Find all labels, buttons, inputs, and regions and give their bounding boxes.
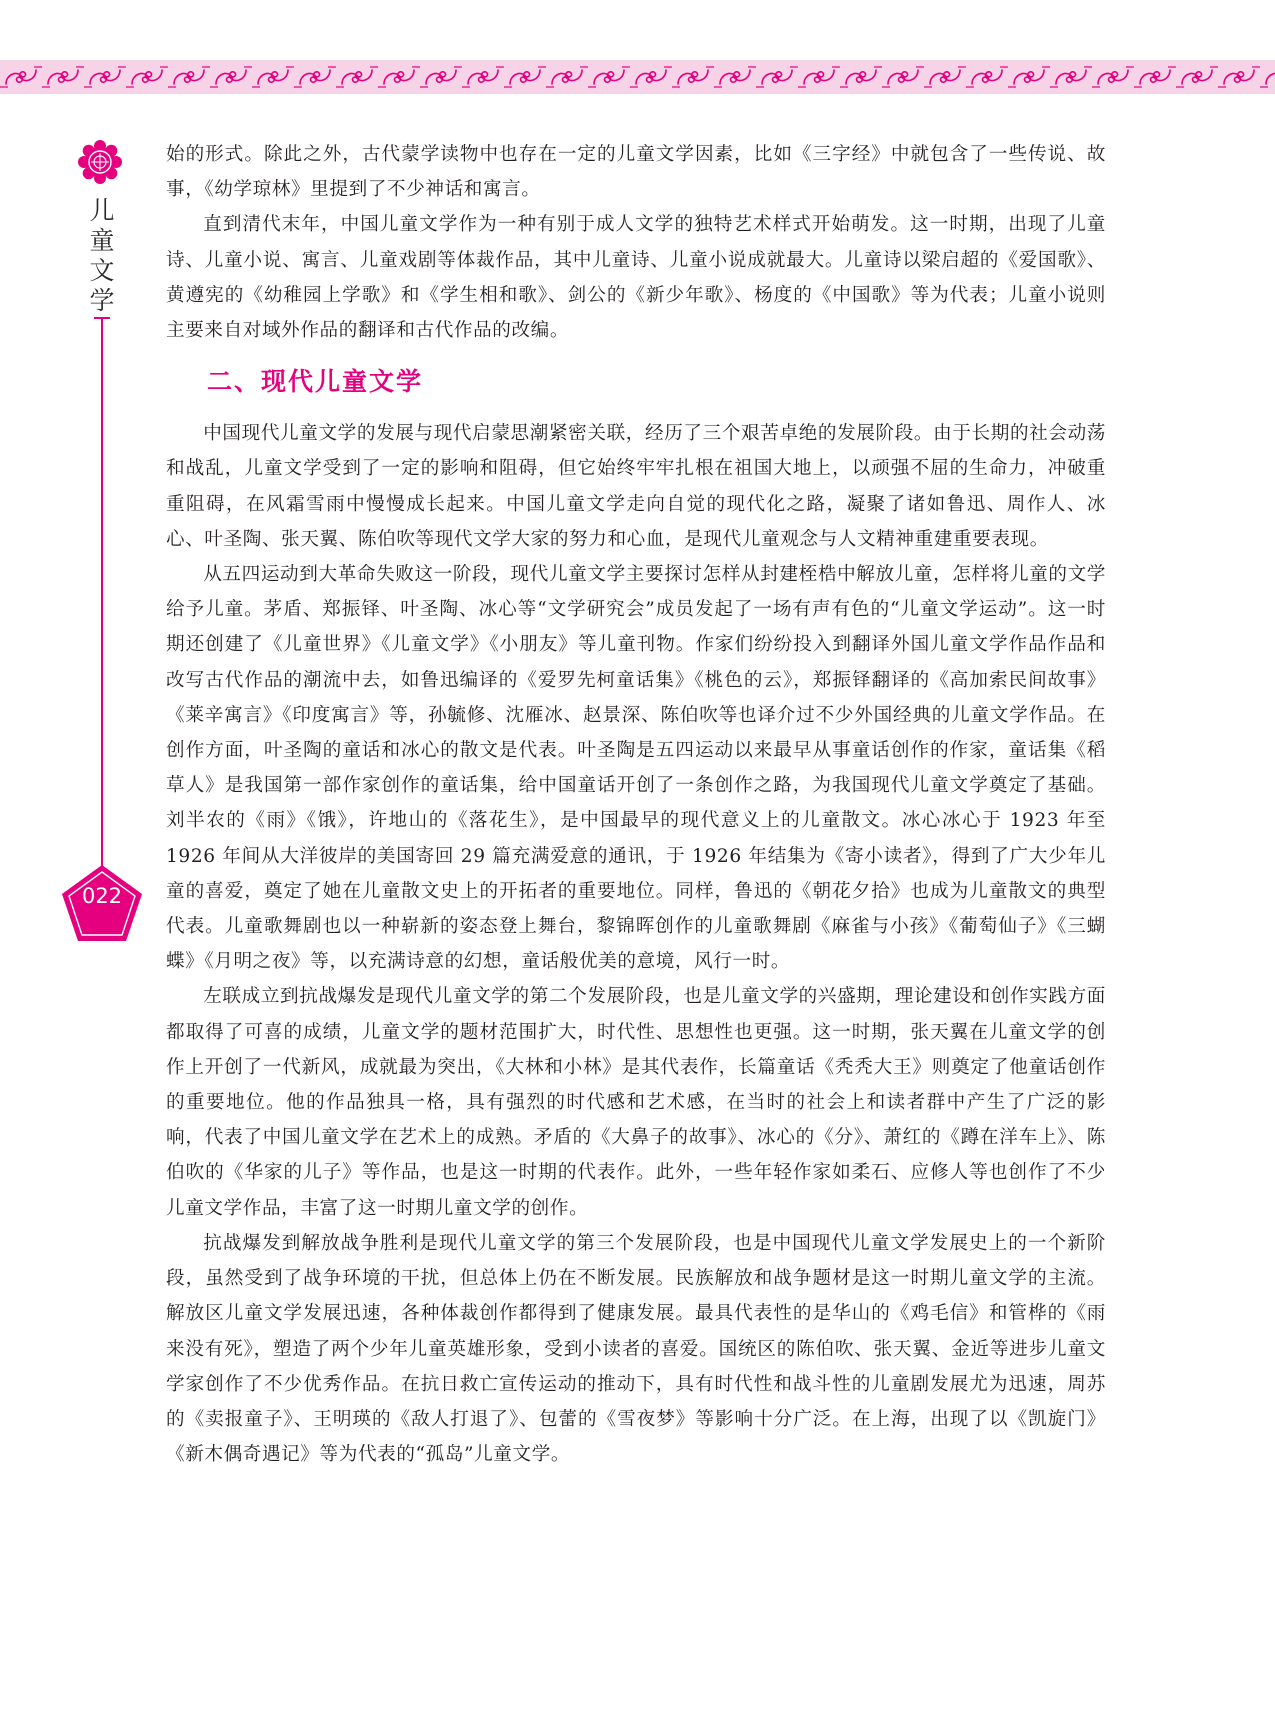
main-content: [166, 137, 1106, 1472]
sidebar-rule: [101, 318, 103, 866]
paragraph: 始的形式。除此之外，古代蒙学读物中也存在一定的儿童文学因素，比如《三字经》中就包含了一些传说、故事，《幼学琼林》里提到了不少神话和寓言。: [166, 144, 1106, 201]
paragraph: 从五四运动到大革命失败这一阶段，现代儿童文学主要探讨怎样从封建桎梏中解放儿童，怎样将儿童的文学给予儿童。茅盾、郑振铎、叶圣陶、冰心等“文学研究会”成员发起了一场有声有色的“儿童文学运动”。这一时期还创建了《儿童世界》《儿童文学》《小朋友》等儿童刊物。作家们纷纷投入到翻译外国儿童文学作品作品和改写古代作品的潮流中去，如鲁迅编译的《爱罗先柯童话集》《桃色的云》，郑振铎翻译的《高加索民间故事》《莱辛寓言》《印度寓言》等，孙毓修、沈雁冰、赵景深、陈伯吹等也译介过不少外国经典的儿童文学作品。在创作方面，叶圣陶的童话和冰心的散文是代表。叶圣陶是五四运动以来最早从事童话创作的作家，童话集《稻草人》是我国第一部作家创作的童话集，给中国童话开创了一条创作之路，为我国现代儿童文学奠定了基础。刘半农的《雨》《饿》，许地山的《落花生》，是中国最早的现代意义上的儿童散文。冰心冰心于 1923 年至 1926 年间从大洋彼岸的美国寄回 29 篇充满爱意的通讯，于 1926 年结集为《寄小读者》，得到了广大少年儿童的喜爱，奠定了她在儿童散文史上的开拓者的重要地位。同样，鲁迅的《朝花夕拾》也成为儿童散文的典型代表。儿童歌舞剧也以一种崭新的姿态登上舞台，黎锦晖创作的儿童歌舞剧《麻雀与小孩》《葡萄仙子》《三蝴蝶》《月明之夜》等，以充满诗意的幻想，童话般优美的意境，风行一时。: [166, 564, 1106, 973]
cloud-pattern-icon: [0, 60, 1275, 94]
paragraph: 抗战爆发到解放战争胜利是现代儿童文学的第三个发展阶段，也是中国现代儿童文学发展史上的一个新阶段，虽然受到了战争环境的干扰，但总体上仍在不断发展。民族解放和战争题材是这一时期儿童文学的主流。解放区儿童文学发展迅速，各种体裁创作都得到了健康发展。最具代表性的是华山的《鸡毛信》和管桦的《雨来没有死》，塑造了两个少年儿童英雄形象，受到小读者的喜爱。国统区的陈伯吹、张天翼、金近等进步儿童文学家创作了不少优秀作品。在抗日救亡宣传运动的推动下，具有时代性和战斗性的儿童剧发展尤为迅速，周苏的《卖报童子》、王明瑛的《敌人打退了》、包蕾的《雪夜梦》等影响十分广泛。在上海，出现了以《凯旋门》《新木偶奇遇记》等为代表的“孤岛”儿童文学。: [166, 1232, 1106, 1466]
running-title: 儿童文学: [89, 196, 115, 315]
section-heading: 二、现代儿童文学: [207, 367, 424, 397]
paragraph: 中国现代儿童文学的发展与现代启蒙思潮紧密关联，经历了三个艰苦卓绝的发展阶段。由于长期的社会动荡和战乱，儿童文学受到了一定的影响和阻碍，但它始终牢牢扎根在祖国大地上，以顽强不屈的生命力，冲破重重阻碍，在风霜雪雨中慢慢成长起来。中国儿童文学走向自觉的现代化之路，凝聚了诸如鲁迅、周作人、冰心、叶圣陶、张天翼、陈伯吹等现代文学大家的努力和心血，是现代儿童观念与人文精神重建重要表现。: [166, 423, 1106, 550]
paragraph: 直到清代末年，中国儿童文学作为一种有别于成人文学的独特艺术样式开始萌发。这一时期，出现了儿童诗、儿童小说、寓言、儿童戏剧等体裁作品，其中儿童诗、儿童小说成就最大。儿童诗以梁启超的《爱国歌》、黄遵宪的《幼稚园上学歌》和《学生相和歌》、剑公的《新少年歌》、杨度的《中国歌》等为代表；儿童小说则主要来自对域外作品的翻译和古代作品的改编。: [166, 214, 1106, 342]
decorative-border-band: [0, 60, 1275, 94]
page-number: 022: [81, 884, 123, 908]
flower-ornament-icon: [78, 140, 122, 184]
paragraph: 左联成立到抗战爆发是现代儿童文学的第二个发展阶段，也是儿童文学的兴盛期，理论建设和创作实践方面都取得了可喜的成绩，儿童文学的题材范围扩大，时代性、思想性也更强。这一时期，张天翼在儿童文学的创作上开创了一代新风，成就最为突出，《大林和小林》是其代表作，长篇童话《秃秃大王》则奠定了他童话创作的重要地位。他的作品独具一格，具有强烈的时代感和艺术感，在当时的社会上和读者群中产生了广泛的影响，代表了中国儿童文学在艺术上的成熟。矛盾的《大鼻子的故事》、冰心的《分》、萧红的《蹲在洋车上》、陈伯吹的《华家的儿子》等作品，也是这一时期的代表作。此外，一些年轻作家如柔石、应修人等也创作了不少儿童文学作品，丰富了这一时期儿童文学的创作。: [166, 986, 1106, 1219]
